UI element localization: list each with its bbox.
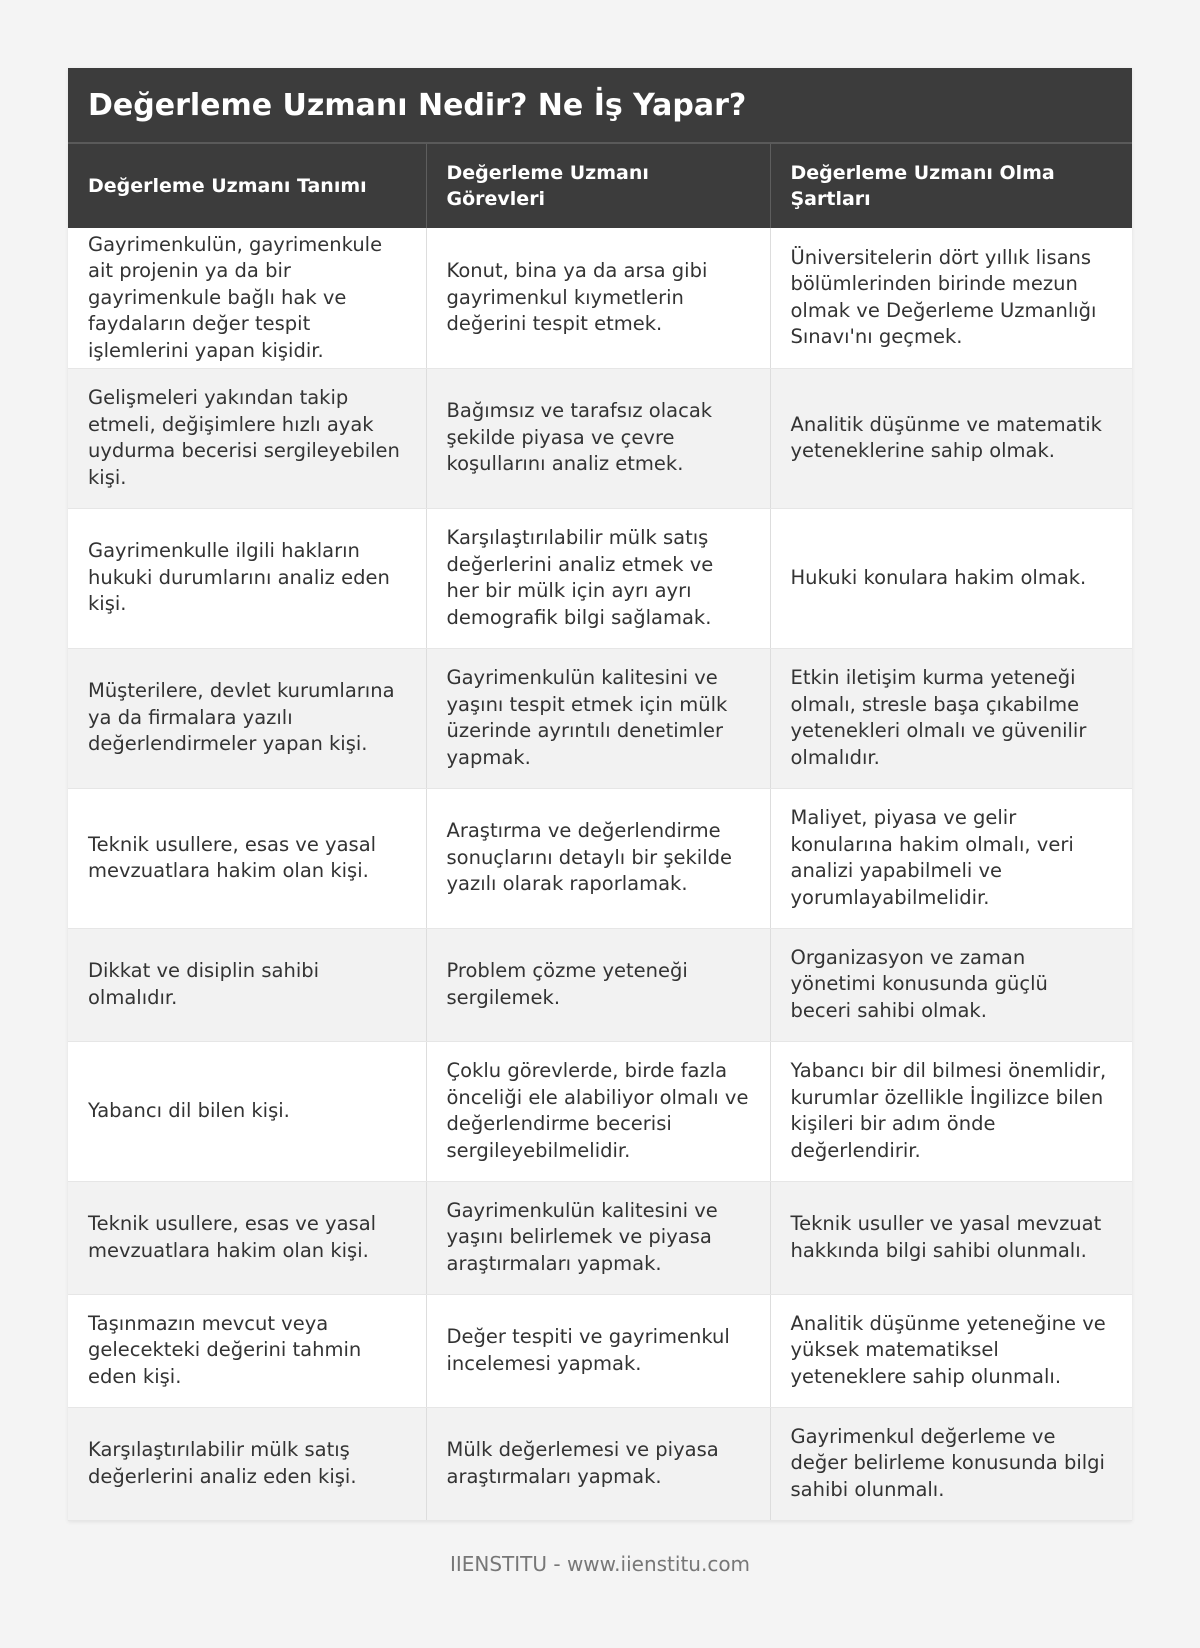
cell-tanim: Taşınmazın mevcut veya gelecekteki değerini tahmin eden kişi.	[68, 1294, 426, 1407]
cell-gorev: Problem çözme yeteneği sergilemek.	[426, 928, 770, 1041]
cell-sart: Etkin iletişim kurma yeteneği olmalı, stresle başa çıkabilme yetenekleri olmalı ve güvenilir olmalıdır.	[770, 648, 1132, 788]
table-row	[68, 788, 1132, 928]
footer-credit: IIENSTITU - www.iienstitu.com	[449, 1552, 751, 1576]
cell-gorev: Araştırma ve değerlendirme sonuçlarını detaylı bir şekilde yazılı olarak raporlamak.	[426, 788, 770, 928]
cell-tanim: Gelişmeleri yakından takip etmeli, değişimlere hızlı ayak uydurma becerisi sergileyebilen kişi.	[68, 368, 426, 508]
info-table	[68, 144, 1132, 1521]
table-row	[68, 1407, 1132, 1520]
header-gorevler: Değerleme Uzmanı Görevleri	[426, 144, 770, 228]
cell-gorev: Gayrimenkulün kalitesini ve yaşını tespit etmek için mülk üzerinde ayrıntılı denetimler yapmak.	[426, 648, 770, 788]
table-row	[68, 648, 1132, 788]
cell-tanim: Gayrimenkulün, gayrimenkule ait projenin ya da bir gayrimenkule bağlı hak ve faydaların değer tespit işlemlerini yapan kişidir.	[68, 228, 426, 368]
cell-gorev: Gayrimenkulün kalitesini ve yaşını belirlemek ve piyasa araştırmaları yapmak.	[426, 1181, 770, 1294]
content-card	[68, 68, 1132, 1521]
cell-sart: Analitik düşünme yeteneğine ve yüksek matematiksel yeteneklere sahip olunmalı.	[770, 1294, 1132, 1407]
cell-tanim: Müşterilere, devlet kurumlarına ya da firmalara yazılı değerlendirmeler yapan kişi.	[68, 648, 426, 788]
table-row	[68, 368, 1132, 508]
cell-gorev: Çoklu görevlerde, birde fazla önceliği ele alabiliyor olmalı ve değerlendirme becerisi sergileyebilmelidir.	[426, 1041, 770, 1181]
cell-gorev: Karşılaştırılabilir mülk satış değerlerini analiz etmek ve her bir mülk için ayrı ayrı demografik bilgi sağlamak.	[426, 508, 770, 648]
cell-sart: Analitik düşünme ve matematik yeteneklerine sahip olmak.	[770, 368, 1132, 508]
cell-sart: Gayrimenkul değerleme ve değer belirleme konusunda bilgi sahibi olunmalı.	[770, 1407, 1132, 1520]
cell-sart: Yabancı bir dil bilmesi önemlidir, kurumlar özellikle İngilizce bilen kişileri bir adım önde değerlendirir.	[770, 1041, 1132, 1181]
cell-gorev: Değer tespiti ve gayrimenkul incelemesi yapmak.	[426, 1294, 770, 1407]
cell-gorev: Mülk değerlemesi ve piyasa araştırmaları yapmak.	[426, 1407, 770, 1520]
header-tanim: Değerleme Uzmanı Tanımı	[68, 144, 426, 228]
table-row	[68, 1181, 1132, 1294]
header-sartlar: Değerleme Uzmanı Olma Şartları	[770, 144, 1132, 228]
table-row	[68, 1294, 1132, 1407]
table-row	[68, 928, 1132, 1041]
cell-sart: Organizasyon ve zaman yönetimi konusunda güçlü beceri sahibi olmak.	[770, 928, 1132, 1041]
table-row	[68, 508, 1132, 648]
cell-sart: Hukuki konulara hakim olmak.	[770, 508, 1132, 648]
table-header-row	[68, 144, 1132, 228]
table-row	[68, 228, 1132, 368]
cell-sart: Maliyet, piyasa ve gelir konularına hakim olmalı, veri analizi yapabilmeli ve yorumlayabilmelidir.	[770, 788, 1132, 928]
cell-tanim: Yabancı dil bilen kişi.	[68, 1041, 426, 1181]
cell-gorev: Bağımsız ve tarafsız olacak şekilde piyasa ve çevre koşullarını analiz etmek.	[426, 368, 770, 508]
cell-tanim: Karşılaştırılabilir mülk satış değerlerini analiz eden kişi.	[68, 1407, 426, 1520]
cell-tanim: Dikkat ve disiplin sahibi olmalıdır.	[68, 928, 426, 1041]
page-title: Değerleme Uzmanı Nedir? Ne İş Yapar?	[68, 68, 1132, 144]
cell-tanim: Teknik usullere, esas ve yasal mevzuatlara hakim olan kişi.	[68, 788, 426, 928]
table-row	[68, 1041, 1132, 1181]
cell-gorev: Konut, bina ya da arsa gibi gayrimenkul kıymetlerin değerini tespit etmek.	[426, 228, 770, 368]
cell-sart: Üniversitelerin dört yıllık lisans bölümlerinden birinde mezun olmak ve Değerleme Uzmanlığı Sınavı'nı geçmek.	[770, 228, 1132, 368]
cell-tanim: Gayrimenkulle ilgili hakların hukuki durumlarını analiz eden kişi.	[68, 508, 426, 648]
cell-sart: Teknik usuller ve yasal mevzuat hakkında bilgi sahibi olunmalı.	[770, 1181, 1132, 1294]
cell-tanim: Teknik usullere, esas ve yasal mevzuatlara hakim olan kişi.	[68, 1181, 426, 1294]
